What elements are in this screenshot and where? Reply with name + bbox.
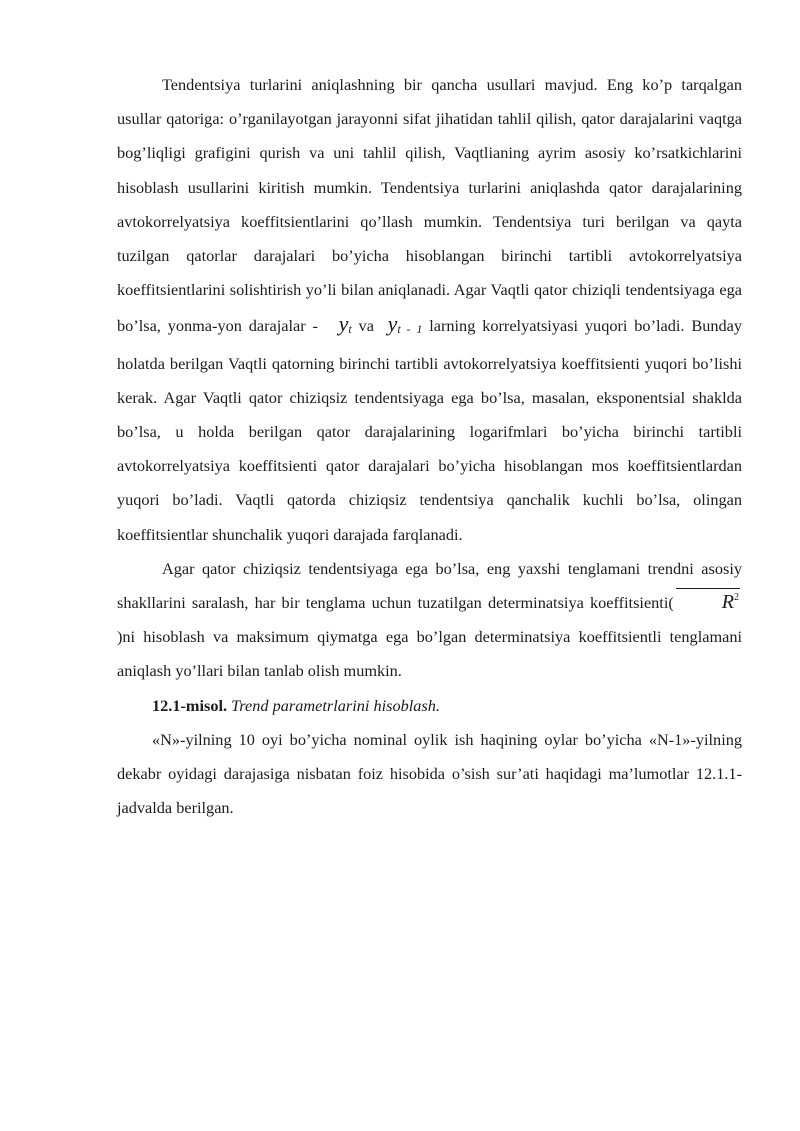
math-y-t-minus-1	[388, 311, 423, 336]
paragraph-tendency-types	[117, 68, 742, 552]
example-title: Trend parametrlarini hisoblash.	[231, 695, 440, 715]
math-r-symbol: R	[721, 591, 734, 614]
paragraph-wage-data	[117, 723, 742, 826]
math-y-t	[339, 311, 352, 336]
paragraph-text: Agar qator chiziqsiz tendentsiyaga ega bo’lsa, eng yaxshi tenglamani trendni asosiy shakllarini saralash, har bir tenglama uchun tuzatilgan determinatsiya koeffitsienti(	[117, 558, 742, 613]
paragraph-text: larning korrelyatsiyasi yuqori bo’ladi. Bunday holatda berilgan Vaqtli qatorning birinchi tartibli avtokorrelyatsiya koeffitsienti yuqori bo’lishi kerak. Agar Vaqtli qator chiziqsiz tendentsiyaga ega bo’lsa, masalan, eksponentsial shaklda bo’lsa, u holda berilgan qator darajalarining logarifmlari bo’yicha birinchi tartibli avtokorrelyatsiya koeffitsienti qator darajalari bo’yicha hisoblangan mos koeffitsientlardan yuqori bo’ladi. Vaqtli qatorda chiziqsiz tendentsiya qanchalik kuchli bo’lsa, olingan koeffitsientlar shunchalik yuqori darajada farqlanadi.	[117, 316, 742, 544]
paragraph-nonlinear-trend	[117, 552, 742, 689]
example-heading	[117, 689, 742, 723]
math-subscript-t: t	[348, 322, 352, 337]
math-r-squared-adjusted	[676, 588, 740, 614]
math-superscript-2: 2	[734, 592, 739, 604]
document-page	[117, 68, 742, 825]
math-y-symbol: y	[387, 311, 398, 337]
paragraph-text: )ni hisoblash va maksimum qiymatga ega bo’lgan determinatsiya koeffitsientli tenglamani aniqlash yo’llari bilan tanlab olish mumkin.	[117, 627, 742, 681]
paragraph-text: «N»-yilning 10 oyi bo’yicha nominal oylik ish haqining oylar bo’yicha «N-1»-yilning dekabr oyidagi darajasiga nisbatan foiz hisobida o’sish sur’ati haqidagi ma’lumotlar 12.1.1-jadvalda berilgan.	[117, 729, 742, 818]
conjunction-va: va	[358, 316, 374, 336]
math-subscript-t-minus-1: t - 1	[397, 322, 423, 337]
paragraph-text: Tendentsiya turlarini aniqlashning bir qancha usullari mavjud. Eng ko’p tarqalgan usullar qatoriga: o’rganilayotgan jarayonni sifat jihatidan tahlil qilish, qator darajalarini vaqtga bog’liqligi grafigini qurish va uni tahlil qilish, Vaqtlianing ayrim asosiy ko’rsatkichlarini hisoblash usullarini kiritish mumkin. Tendentsiya turlarini aniqlashda qator darajalarining avtokorrelyatsiya koeffitsientlarini qo’llash mumkin. Tendentsiya turi berilgan va qayta tuzilgan qatorlar darajalari bo’yicha hisoblangan birinchi tartibli avtokorrelyatsiya koeffitsientlarini solishtirish yo’li bilan aniqlanadi. Agar Vaqtli qator chiziqli tendentsiyaga ega bo’lsa, yonma-yon darajalar -	[117, 75, 742, 336]
math-y-symbol: y	[338, 311, 349, 337]
example-label: 12.1-misol.	[152, 695, 228, 715]
